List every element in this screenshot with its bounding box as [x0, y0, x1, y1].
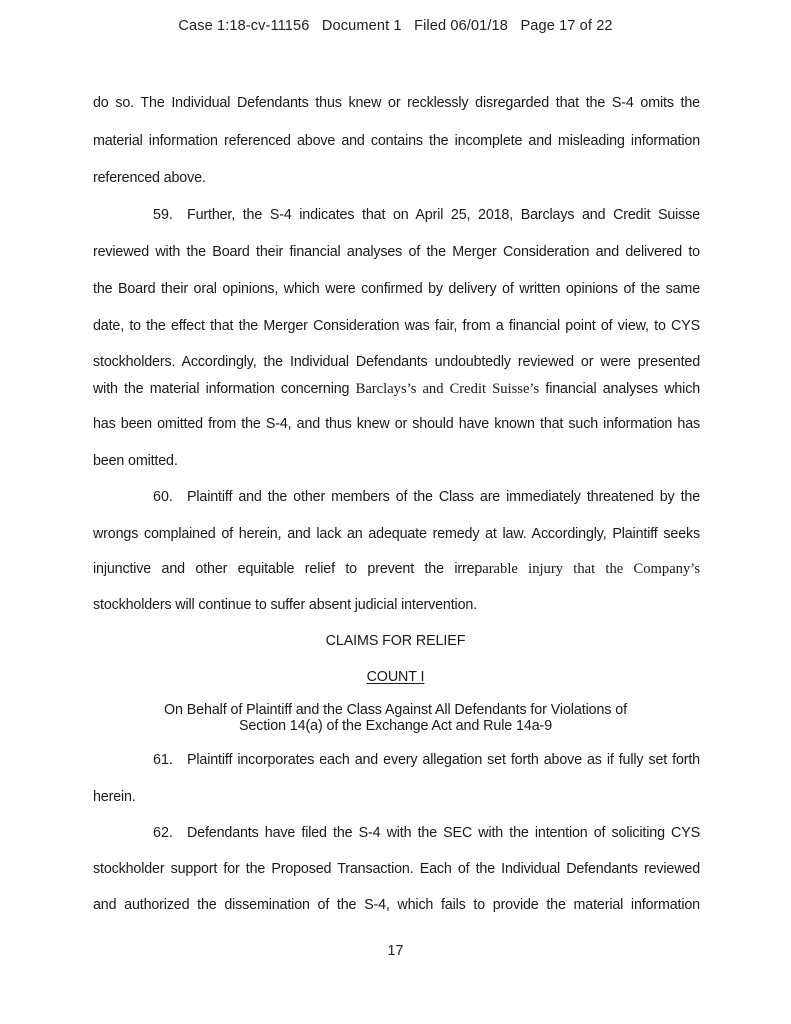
count-subtitle-line: Section 14(a) of the Exchange Act and Rule 14a-9	[238, 718, 553, 734]
paragraph-number: 61.	[153, 752, 173, 768]
body-line: and authorized the dissemination of the S-4, which fails to provide the material information	[93, 897, 700, 913]
body-line: herein.	[93, 789, 136, 805]
filed-date: Filed 06/01/18	[414, 18, 508, 34]
page-indicator: Page 17 of 22	[520, 18, 613, 34]
body-line: stockholder support for the Proposed Transaction. Each of the Individual Defendants reviewed	[93, 861, 700, 877]
body-line: date, to the effect that the Merger Consideration was fair, from a financial point of view, to CYS	[93, 318, 700, 334]
body-line: wrongs complained of herein, and lack an adequate remedy at law. Accordingly, Plaintiff seeks	[93, 526, 700, 542]
body-line-mixed	[93, 381, 700, 398]
text-segment-serif: arable injury that the Company’s	[482, 561, 701, 577]
case-header	[0, 18, 791, 34]
body-line: the Board their oral opinions, which were confirmed by delivery of written opinions of the same	[93, 281, 700, 297]
paragraph-first-line: Defendants have filed the S-4 with the SEC with the intention of soliciting CYS	[187, 825, 700, 841]
paragraph-number: 59.	[153, 207, 173, 223]
count-title: COUNT I	[366, 669, 425, 685]
paragraph-number: 60.	[153, 489, 173, 505]
body-line: stockholders will continue to suffer absent judicial intervention.	[93, 597, 478, 613]
text-segment: with the material information concerning	[93, 381, 356, 397]
body-line: material information referenced above and contains the incomplete and misleading information	[93, 133, 700, 149]
text-segment-serif: Barclays’s and Credit Suisse’s	[355, 381, 540, 397]
section-heading: CLAIMS FOR RELIEF	[325, 633, 466, 649]
text-segment: injunctive and other equitable relief to prevent the irrep	[93, 561, 483, 577]
paragraph-first-line: Plaintiff and the other members of the Class are immediately threatened by the	[187, 489, 700, 505]
count-subtitle-line: On Behalf of Plaintiff and the Class Against All Defendants for Violations of	[163, 702, 628, 718]
document-number: Document 1	[321, 18, 402, 34]
body-line: reviewed with the Board their financial analyses of the Merger Consideration and delivered to	[93, 244, 700, 260]
body-line-mixed	[93, 561, 700, 578]
body-line: referenced above.	[93, 170, 206, 186]
page-number: 17	[387, 943, 404, 959]
paragraph-first-line: Further, the S-4 indicates that on April 25, 2018, Barclays and Credit Suisse	[187, 207, 700, 223]
paragraph-first-line: Plaintiff incorporates each and every allegation set forth above as if fully set forth	[187, 752, 700, 768]
paragraph-number: 62.	[153, 825, 173, 841]
body-line: has been omitted from the S-4, and thus knew or should have known that such information has	[93, 416, 700, 432]
body-line: been omitted.	[93, 453, 178, 469]
text-segment: financial analyses which	[539, 381, 700, 397]
count-heading	[0, 669, 791, 685]
body-line: do so. The Individual Defendants thus knew or recklessly disregarded that the S-4 omits the	[93, 95, 700, 111]
case-number: Case 1:18-cv-11156	[178, 18, 310, 34]
body-line: stockholders. Accordingly, the Individual Defendants undoubtedly reviewed or were presented	[93, 354, 700, 370]
